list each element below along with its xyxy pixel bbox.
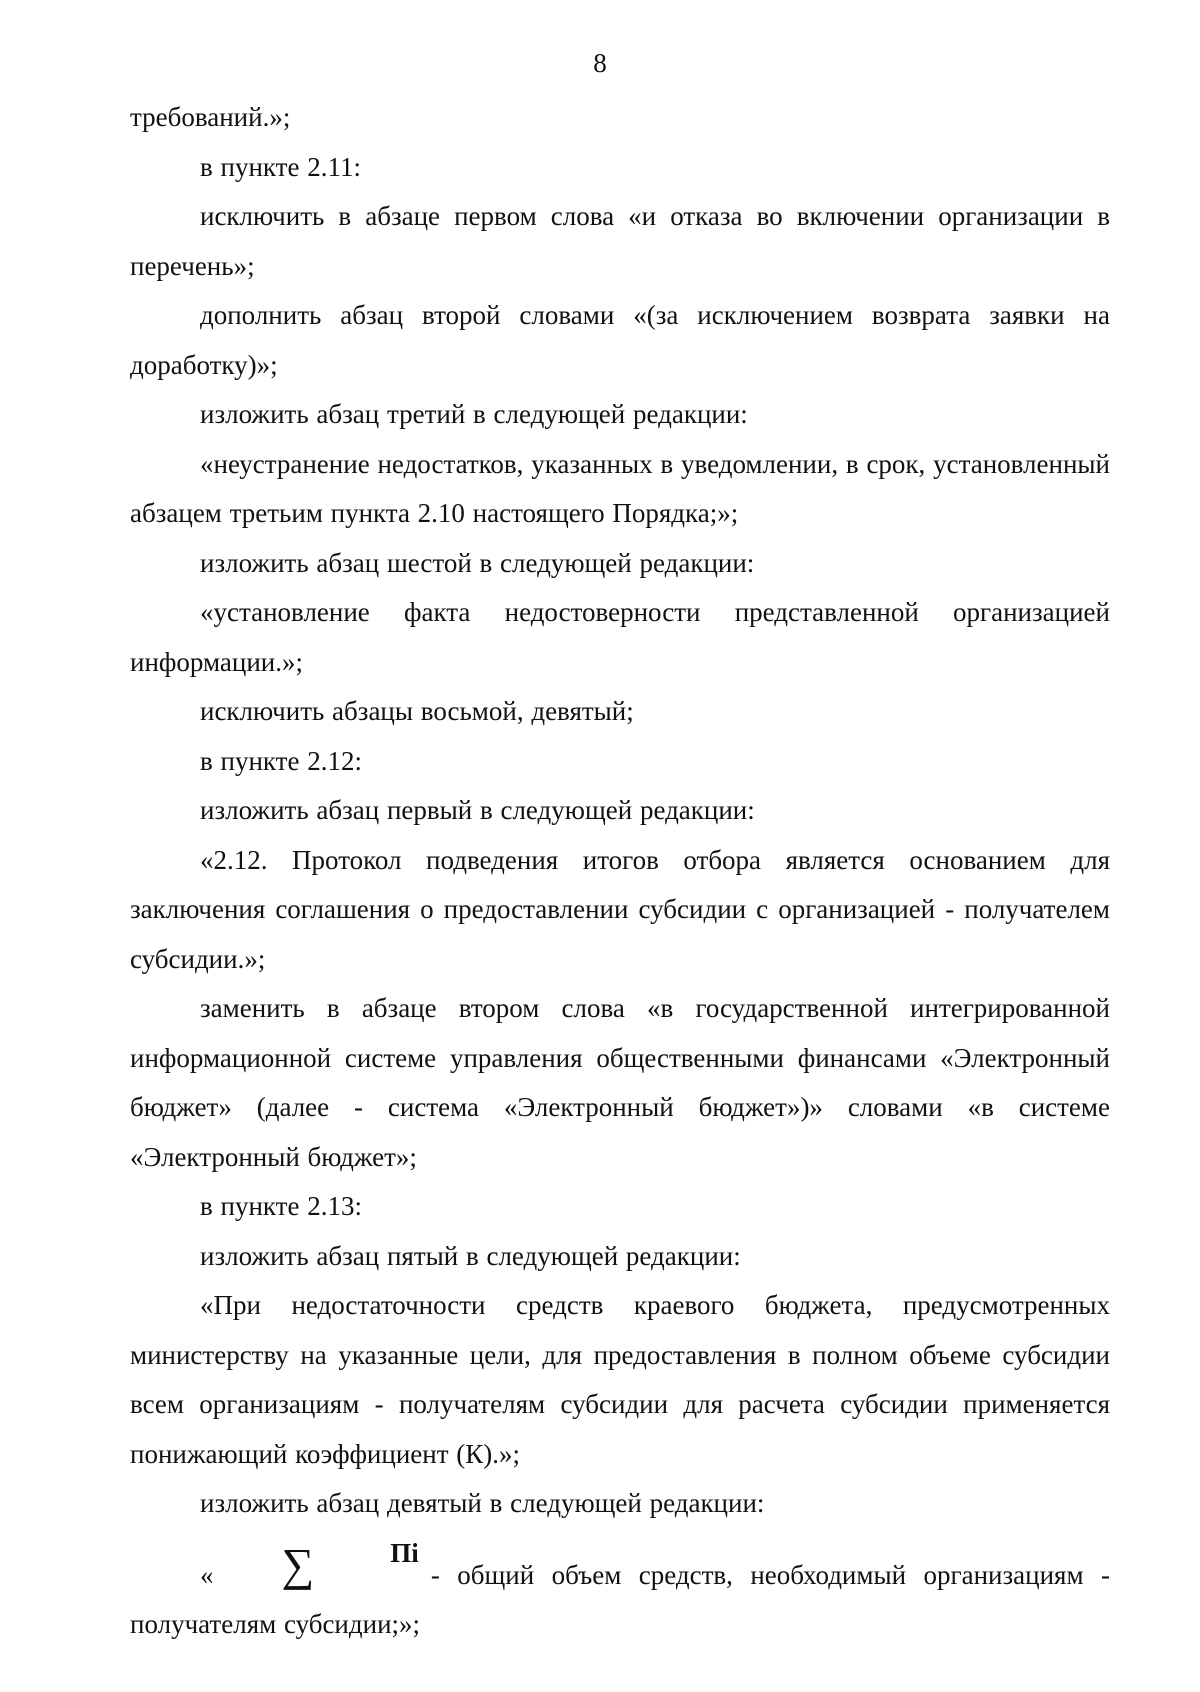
paragraph: изложить абзац третий в следующей редакции:: [200, 399, 748, 429]
formula-paragraph: [130, 1529, 1110, 1650]
paragraph: требований.»;: [130, 102, 291, 132]
paragraph: изложить абзац девятый в следующей редакции:: [200, 1488, 765, 1518]
paragraph: в пункте 2.12:: [200, 745, 362, 776]
document-body: [130, 93, 1110, 1650]
paragraph: «неустранение недостатков, указанных в уведомлении, в срок, установленный абзацем третьим пункта 2.10 настоящего Порядка;»;: [130, 448, 1110, 528]
page-number: 8: [593, 48, 607, 78]
sigma-symbol: ∑: [281, 1538, 315, 1590]
paragraph: дополнить абзац второй словами «(за исключением возврата заявки на доработку)»;: [130, 300, 1110, 380]
paragraph: «установление факта недостоверности представленной организацией информации.»;: [130, 597, 1110, 677]
paragraph: «При недостаточности средств краевого бюджета, предусмотренных министерству на указанные цели, для предоставления в полном объеме субсидии всем организациям - получателям субсидии для расчета субсидии применяется понижающий коэффициент (К).»;: [130, 1290, 1110, 1469]
paragraph: изложить абзац шестой в следующей редакции:: [200, 547, 755, 578]
paragraph: «2.12. Протокол подведения итогов отбора является основанием для заключения соглашения о предоставлении субсидии с организацией - получателем субсидии.»;: [130, 844, 1110, 974]
formula-description: - общий объем средств, необходимый организациям - получателям субсидии;»;: [130, 1559, 1110, 1639]
formula-open-quote: «: [200, 1559, 214, 1590]
paragraph: изложить абзац первый в следующей редакции:: [200, 795, 755, 825]
paragraph: в пункте 2.11:: [200, 151, 361, 182]
paragraph: исключить абзацы восьмой, девятый;: [200, 696, 634, 726]
paragraph: изложить абзац пятый в следующей редакции:: [200, 1240, 741, 1271]
paragraph: в пункте 2.13:: [200, 1191, 362, 1221]
formula-variable: Пi: [390, 1537, 419, 1568]
paragraph: заменить в абзаце втором слова «в государственной интегрированной информационной системе управления общественными финансами «Электронный бюджет» (далее - система «Электронный бюджет»)» словами «в системе «Электронный бюджет»;: [130, 993, 1110, 1172]
paragraph: исключить в абзаце первом слова «и отказа во включении организации в перечень»;: [130, 201, 1110, 281]
